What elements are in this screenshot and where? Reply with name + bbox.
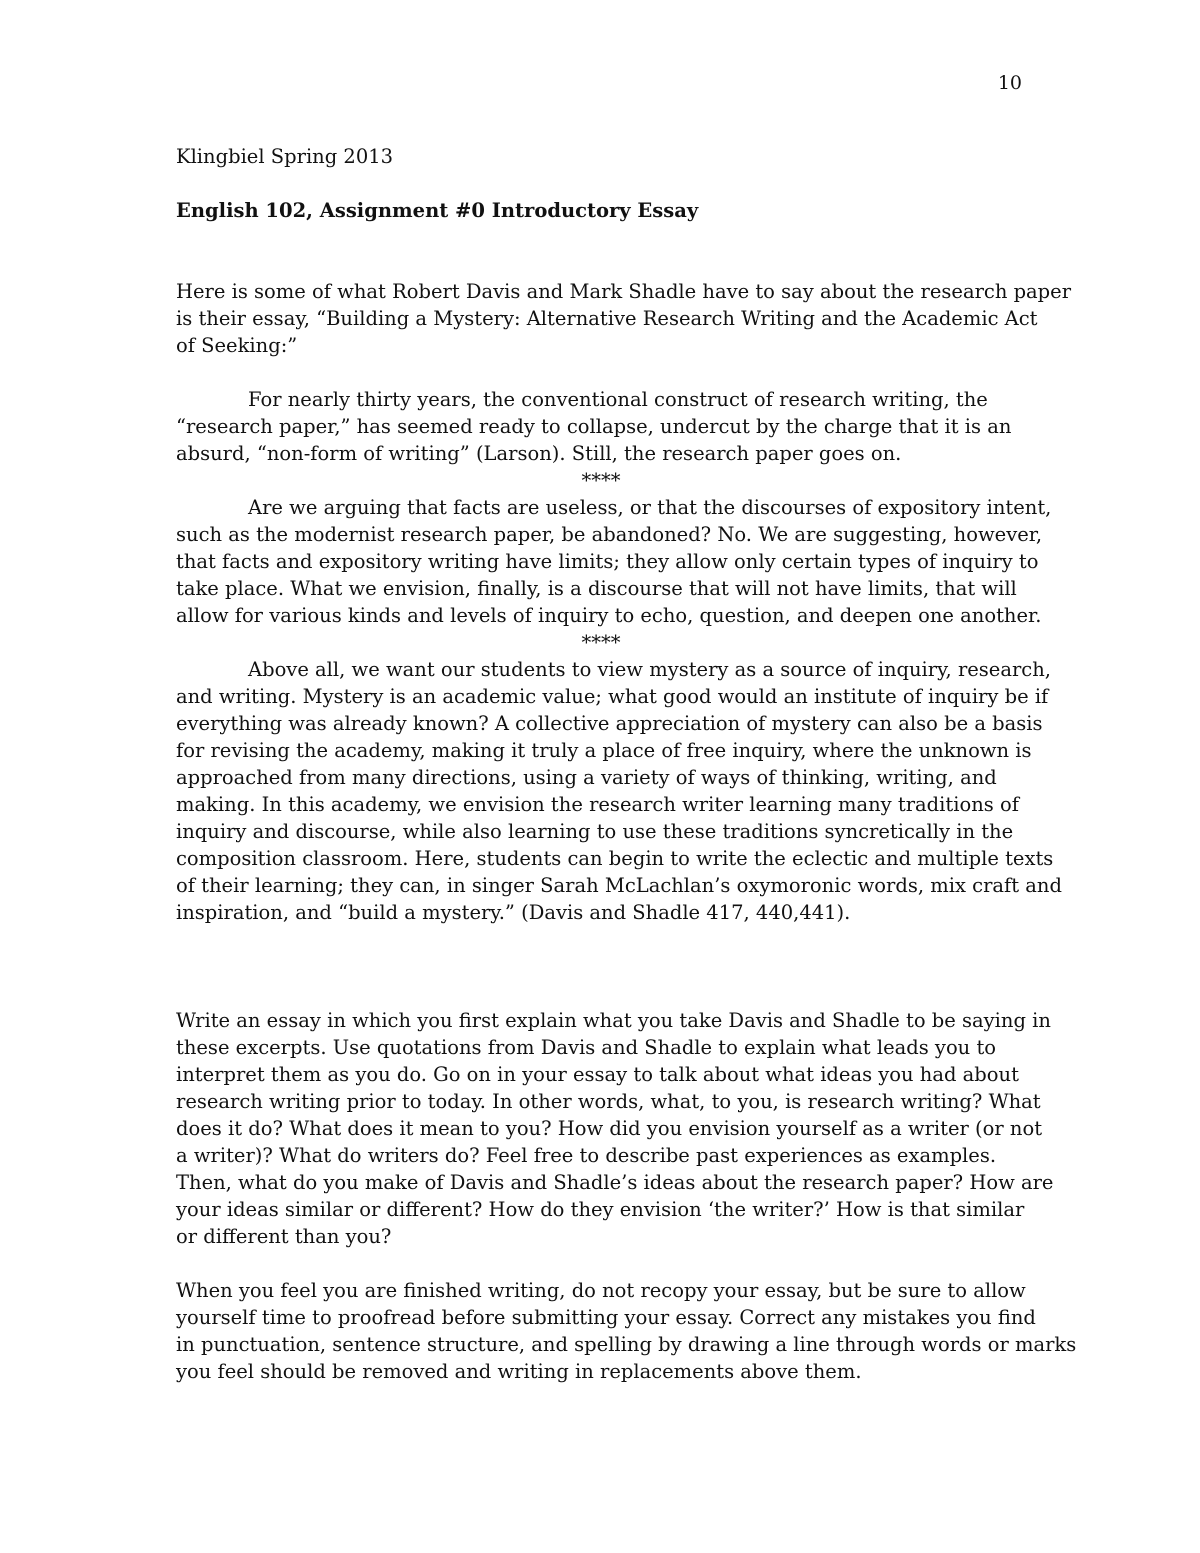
quote-paragraph-2 bbox=[176, 494, 1052, 629]
intro-paragraph bbox=[176, 278, 1072, 359]
quote-line: for revising the academy, making it truly a place of free inquiry, where the unknown is bbox=[176, 739, 1032, 762]
quote-line: that facts and expository writing have limits; they allow only certain types of inquiry to bbox=[176, 550, 1039, 573]
section-separator: **** bbox=[581, 469, 621, 492]
quote-line: everything was already known? A collective appreciation of mystery can also be a basis bbox=[176, 712, 1043, 735]
block-quote bbox=[176, 386, 1062, 926]
quote-line: take place. What we envision, finally, is a discourse that will not have limits, that will bbox=[176, 577, 1017, 600]
prompt-line: Then, what do you make of Davis and Shadle’s ideas about the research paper? How are bbox=[176, 1171, 1054, 1194]
quote-line: Above all, we want our students to view mystery as a source of inquiry, research, bbox=[248, 658, 1051, 681]
closing-line: yourself time to proofread before submitting your essay. Correct any mistakes you find bbox=[176, 1306, 1036, 1329]
prompt-line: or different than you? bbox=[176, 1225, 392, 1248]
quote-paragraph-3 bbox=[176, 656, 1062, 926]
prompt-line: a writer)? What do writers do? Feel free to describe past experiences as examples. bbox=[176, 1144, 997, 1167]
quote-line: making. In this academy, we envision the research writer learning many traditions of bbox=[176, 793, 1019, 816]
quote-line: composition classroom. Here, students can begin to write the eclectic and multiple texts bbox=[176, 847, 1054, 870]
prompt-line: your ideas similar or different? How do they envision ‘the writer?’ How is that similar bbox=[176, 1198, 1025, 1221]
essay-prompt bbox=[176, 1007, 1054, 1250]
intro-line: is their essay, “Building a Mystery: Alternative Research Writing and the Academic Act bbox=[176, 307, 1038, 330]
quote-line: inquiry and discourse, while also learning to use these traditions syncretically in the bbox=[176, 820, 1014, 843]
page-number: 10 bbox=[997, 72, 1022, 94]
quote-line: inspiration, and “build a mystery.” (Davis and Shadle 417, 440,441). bbox=[176, 901, 851, 924]
intro-line: Here is some of what Robert Davis and Mark Shadle have to say about the research paper bbox=[176, 280, 1072, 303]
quote-line: approached from many directions, using a variety of ways of thinking, writing, and bbox=[176, 766, 997, 789]
prompt-line: Write an essay in which you first explain what you take Davis and Shadle to be saying in bbox=[176, 1009, 1051, 1032]
quote-line: Are we arguing that facts are useless, or that the discourses of expository intent, bbox=[248, 496, 1052, 519]
quote-paragraph-1 bbox=[176, 386, 1026, 467]
intro-line: of Seeking:” bbox=[176, 334, 298, 357]
quote-line: For nearly thirty years, the conventional construct of research writing, the bbox=[248, 388, 988, 411]
prompt-line: interpret them as you do. Go on in your essay to talk about what ideas you had about bbox=[176, 1063, 1019, 1086]
prompt-line: does it do? What does it mean to you? How did you envision yourself as a writer (or not bbox=[176, 1117, 1043, 1140]
document-body bbox=[176, 143, 1077, 1385]
proofreading-instructions bbox=[176, 1277, 1077, 1385]
quote-line: allow for various kinds and levels of inquiry to echo, question, and deepen one another. bbox=[176, 604, 1042, 627]
quote-line: “research paper,” has seemed ready to collapse, undercut by the charge that it is an bbox=[176, 415, 1012, 438]
closing-line: you feel should be removed and writing in replacements above them. bbox=[176, 1360, 862, 1383]
prompt-line: these excerpts. Use quotations from Davis and Shadle to explain what leads you to bbox=[176, 1036, 997, 1059]
closing-line: When you feel you are finished writing, do not recopy your essay, but be sure to allow bbox=[176, 1279, 1026, 1302]
prompt-line: research writing prior to today. In other words, what, to you, is research writing? What bbox=[176, 1090, 1041, 1113]
course-header: Klingbiel Spring 2013 bbox=[176, 145, 394, 168]
section-separator: **** bbox=[581, 631, 621, 654]
quote-line: of their learning; they can, in singer Sarah McLachlan’s oxymoronic words, mix craft and bbox=[176, 874, 1062, 897]
assignment-title: English 102, Assignment #0 Introductory Essay bbox=[176, 199, 699, 222]
quote-line: such as the modernist research paper, be abandoned? No. We are suggesting, however, bbox=[176, 523, 1043, 546]
quote-line: absurd, “non-form of writing” (Larson). Still, the research paper goes on. bbox=[176, 442, 902, 465]
quote-line: and writing. Mystery is an academic value; what good would an institute of inquiry be if bbox=[176, 685, 1049, 708]
closing-line: in punctuation, sentence structure, and spelling by drawing a line through words or marks bbox=[176, 1333, 1077, 1356]
